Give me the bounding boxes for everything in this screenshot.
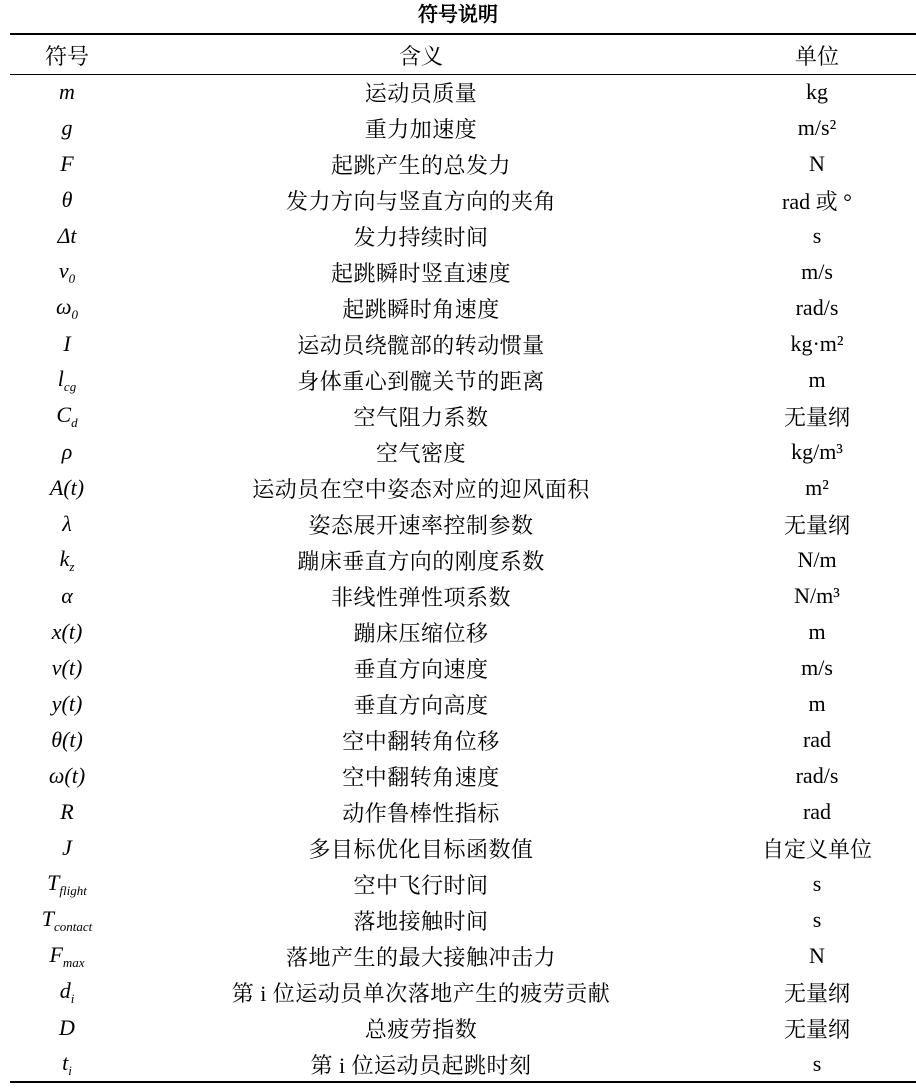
symbol-subscript: cg — [63, 378, 77, 394]
table-row — [10, 614, 916, 650]
table-row — [10, 974, 916, 1010]
symbol-cell — [10, 830, 124, 866]
symbol-text: F — [49, 941, 63, 967]
symbol-text: g — [61, 115, 73, 140]
table-row — [10, 506, 916, 542]
table-row — [10, 866, 916, 902]
unit-cell: s — [812, 907, 822, 932]
unit-cell: N — [809, 151, 825, 176]
symbol-cell — [10, 974, 124, 1010]
symbol-subscript: i — [70, 990, 75, 1006]
symbol-text: v(t) — [51, 655, 83, 680]
meaning-cell: 运动员在空中姿态对应的迎风面积 — [252, 476, 590, 502]
unit-cell: rad — [802, 727, 832, 752]
symbol-cell — [10, 794, 124, 830]
meaning-cell: 姿态展开速率控制参数 — [308, 512, 534, 538]
symbol-text: v — [58, 257, 69, 283]
symbol-cell — [10, 758, 124, 794]
header-row — [10, 36, 916, 74]
table-row — [10, 1046, 916, 1082]
meaning-cell: 起跳产生的总发力 — [330, 152, 511, 178]
meaning-cell: 空气密度 — [375, 440, 466, 466]
symbol-cell — [10, 506, 124, 542]
unit-cell: rad/s — [795, 763, 839, 788]
unit-cell: kg/m³ — [791, 439, 843, 464]
symbol-text: k — [59, 545, 70, 571]
symbol-text: θ — [61, 187, 73, 212]
symbol-subscript: z — [69, 558, 75, 574]
symbol-text: F — [60, 151, 74, 176]
table-row — [10, 650, 916, 686]
symbol-cell — [10, 182, 124, 218]
header-meaning: 含义 — [398, 43, 443, 69]
symbol-text: m — [59, 79, 75, 104]
meaning-cell: 空中飞行时间 — [353, 872, 489, 898]
symbol-cell — [10, 938, 124, 974]
meaning-cell: 落地接触时间 — [353, 908, 489, 934]
symbol-cell — [10, 614, 124, 650]
unit-cell: s — [812, 1051, 822, 1076]
meaning-cell: 总疲劳指数 — [364, 1016, 478, 1042]
meaning-cell: 起跳瞬时角速度 — [342, 296, 500, 322]
symbol-text: λ — [62, 511, 72, 536]
table-row — [10, 686, 916, 722]
table-row — [10, 1010, 916, 1046]
unit-cell: 无量纲 — [783, 512, 850, 538]
symbol-text: C — [56, 401, 72, 427]
unit-cell: m/s — [801, 259, 833, 284]
symbol-cell — [10, 902, 124, 938]
symbol-subscript: flight — [59, 882, 87, 898]
symbol-table — [10, 36, 916, 1082]
unit-cell: rad — [802, 799, 832, 824]
table-title: 符号说明 — [418, 4, 498, 26]
symbol-cell — [10, 1046, 124, 1082]
header-symbol: 符号 — [44, 43, 89, 69]
table-row — [10, 146, 916, 182]
table-row — [10, 218, 916, 254]
unit-cell: 无量纲 — [783, 1016, 850, 1042]
unit-cell: m/s — [801, 655, 833, 680]
unit-cell: 无量纲 — [783, 404, 850, 430]
symbol-text: T — [47, 869, 60, 895]
unit-cell: N/m³ — [794, 583, 840, 608]
table-body — [10, 74, 916, 1082]
symbol-text: J — [62, 835, 72, 860]
symbol-text: θ(t) — [51, 727, 83, 752]
table-row — [10, 362, 916, 398]
unit-cell: m² — [805, 475, 829, 500]
symbol-text: ρ — [61, 439, 73, 464]
unit-cell: kg — [806, 79, 828, 104]
symbol-cell — [10, 542, 124, 578]
symbol-subscript: contact — [53, 918, 93, 934]
meaning-cell: 重力加速度 — [364, 116, 478, 142]
symbol-cell — [10, 578, 124, 614]
symbol-cell — [10, 398, 124, 434]
table-row — [10, 254, 916, 290]
table-row — [10, 794, 916, 830]
symbol-subscript: d — [71, 414, 78, 430]
symbol-text: α — [61, 583, 73, 608]
unit-cell: N — [809, 943, 825, 968]
symbol-cell — [10, 290, 124, 326]
symbol-cell — [10, 362, 124, 398]
table-row — [10, 578, 916, 614]
table-row — [10, 470, 916, 506]
unit-cell: m — [808, 691, 826, 716]
meaning-cell: 第 i 位运动员起跳时刻 — [310, 1052, 532, 1078]
table-row — [10, 110, 916, 146]
table-row — [10, 290, 916, 326]
table-row — [10, 326, 916, 362]
table-row — [10, 938, 916, 974]
unit-cell: kg·m² — [790, 331, 844, 356]
symbol-cell — [10, 110, 124, 146]
unit-cell: 无量纲 — [783, 980, 850, 1006]
meaning-cell: 第 i 位运动员单次落地产生的疲劳贡献 — [231, 980, 611, 1006]
symbol-text: R — [60, 799, 74, 824]
symbol-text: x(t) — [51, 619, 83, 644]
table-row — [10, 74, 916, 110]
table-row — [10, 434, 916, 470]
symbol-text: Δt — [57, 223, 77, 248]
symbol-cell — [10, 254, 124, 290]
symbol-cell — [10, 686, 124, 722]
table-row — [10, 902, 916, 938]
meaning-cell: 蹦床压缩位移 — [353, 620, 489, 646]
meaning-cell: 多目标优化目标函数值 — [308, 836, 534, 862]
meaning-cell: 落地产生的最大接触冲击力 — [285, 944, 556, 970]
symbol-text: l — [57, 365, 64, 391]
unit-cell: m — [808, 367, 826, 392]
meaning-cell: 发力持续时间 — [353, 224, 489, 250]
symbol-text: I — [63, 331, 71, 356]
meaning-cell: 运动员质量 — [364, 80, 478, 106]
symbol-cell — [10, 326, 124, 362]
symbol-subscript: max — [62, 954, 85, 970]
symbol-cell — [10, 74, 124, 110]
symbol-text: ω — [55, 293, 72, 319]
meaning-cell: 动作鲁棒性指标 — [342, 800, 500, 826]
symbol-cell — [10, 146, 124, 182]
top-rule — [10, 33, 916, 35]
header-unit: 单位 — [794, 43, 839, 69]
symbol-text: t — [62, 1049, 69, 1075]
symbol-cell — [10, 434, 124, 470]
symbol-subscript: i — [68, 1062, 72, 1078]
symbol-subscript: 0 — [71, 306, 79, 322]
meaning-cell: 空中翻转角位移 — [342, 728, 500, 754]
table-row — [10, 830, 916, 866]
symbol-text: ω(t) — [48, 763, 86, 788]
unit-cell: 自定义单位 — [761, 836, 872, 862]
meaning-cell: 发力方向与竖直方向的夹角 — [285, 188, 556, 214]
meaning-cell: 垂直方向速度 — [353, 656, 489, 682]
symbol-cell — [10, 470, 124, 506]
unit-cell: m/s² — [797, 115, 837, 140]
unit-cell: m — [808, 619, 826, 644]
table-row — [10, 182, 916, 218]
unit-cell: N/m — [797, 547, 837, 572]
unit-cell: s — [812, 871, 822, 896]
symbol-text: d — [59, 977, 71, 1003]
meaning-cell: 起跳瞬时竖直速度 — [330, 260, 511, 286]
symbol-text: T — [41, 905, 54, 931]
symbol-cell — [10, 722, 124, 758]
table-row — [10, 542, 916, 578]
meaning-cell: 蹦床垂直方向的刚度系数 — [297, 548, 545, 574]
meaning-cell: 空中翻转角速度 — [342, 764, 500, 790]
table-row — [10, 758, 916, 794]
meaning-cell: 身体重心到髋关节的距离 — [297, 368, 545, 394]
meaning-cell: 非线性弹性项系数 — [330, 584, 511, 610]
symbol-text: A(t) — [49, 475, 85, 500]
table-row — [10, 398, 916, 434]
symbol-cell — [10, 218, 124, 254]
unit-cell: rad/s — [795, 295, 839, 320]
symbol-cell — [10, 650, 124, 686]
table-row — [10, 722, 916, 758]
symbol-subscript: 0 — [68, 270, 76, 286]
meaning-cell: 垂直方向高度 — [353, 692, 489, 718]
symbol-cell — [10, 866, 124, 902]
symbol-cell — [10, 1010, 124, 1046]
symbol-text: y(t) — [51, 691, 83, 716]
meaning-cell: 运动员绕髋部的转动惯量 — [297, 332, 545, 358]
symbol-text: D — [59, 1015, 75, 1040]
unit-cell: rad 或 ° — [782, 188, 852, 214]
meaning-cell: 空气阻力系数 — [353, 404, 489, 430]
unit-cell: s — [812, 223, 822, 248]
